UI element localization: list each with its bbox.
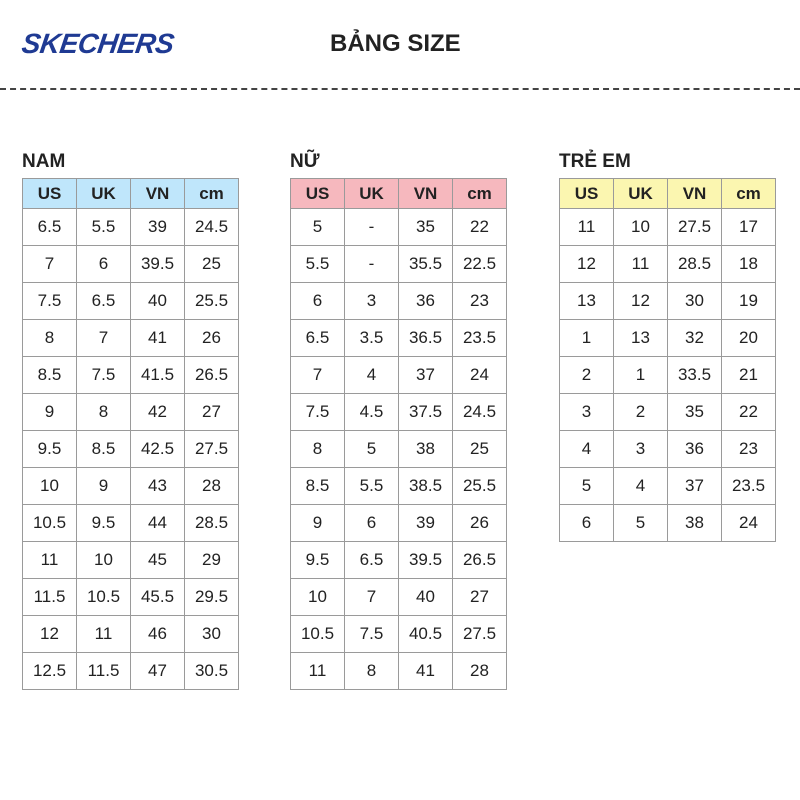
size-cell-uk: 9 [77, 468, 131, 505]
table-row [560, 246, 776, 283]
size-cell-us: 6.5 [23, 209, 77, 246]
size-cell-uk: 6.5 [345, 542, 399, 579]
size-cell-cm: 29 [185, 542, 239, 579]
size-cell-cm: 21 [722, 357, 776, 394]
table-header-row [291, 179, 507, 209]
size-cell-uk: - [345, 246, 399, 283]
size-cell-uk: 3 [345, 283, 399, 320]
size-cell-uk: 7 [345, 579, 399, 616]
size-cell-vn: 36 [668, 431, 722, 468]
size-cell-vn: 35.5 [399, 246, 453, 283]
size-cell-cm: 20 [722, 320, 776, 357]
size-cell-cm: 28 [185, 468, 239, 505]
column-header-vn: VN [668, 179, 722, 209]
size-cell-vn: 28.5 [668, 246, 722, 283]
size-cell-us: 8 [291, 431, 345, 468]
size-cell-vn: 38.5 [399, 468, 453, 505]
size-cell-vn: 38 [668, 505, 722, 542]
table-row [23, 320, 239, 357]
size-cell-cm: 24 [722, 505, 776, 542]
size-cell-cm: 22 [453, 209, 507, 246]
size-cell-uk: 6 [77, 246, 131, 283]
size-cell-uk: 10 [77, 542, 131, 579]
size-cell-cm: 26.5 [453, 542, 507, 579]
size-cell-cm: 25.5 [453, 468, 507, 505]
size-cell-us: 5 [560, 468, 614, 505]
table-row [291, 505, 507, 542]
table-row [560, 357, 776, 394]
size-cell-uk: 4.5 [345, 394, 399, 431]
size-cell-vn: 39.5 [399, 542, 453, 579]
size-cell-cm: 24 [453, 357, 507, 394]
kids-section-title: TRẺ EM [559, 151, 631, 172]
size-cell-uk: 7.5 [77, 357, 131, 394]
size-cell-us: 7.5 [291, 394, 345, 431]
size-cell-vn: 39.5 [131, 246, 185, 283]
column-header-uk: UK [614, 179, 668, 209]
table-row [23, 542, 239, 579]
size-cell-vn: 39 [399, 505, 453, 542]
table-row [23, 616, 239, 653]
size-cell-uk: 13 [614, 320, 668, 357]
size-cell-us: 12 [560, 246, 614, 283]
size-cell-vn: 40.5 [399, 616, 453, 653]
size-cell-us: 7 [23, 246, 77, 283]
table-row [23, 468, 239, 505]
size-cell-uk: 5.5 [345, 468, 399, 505]
table-row [560, 431, 776, 468]
size-cell-vn: 39 [131, 209, 185, 246]
table-row [291, 579, 507, 616]
size-cell-vn: 42.5 [131, 431, 185, 468]
size-cell-us: 10 [23, 468, 77, 505]
size-cell-us: 9 [23, 394, 77, 431]
size-cell-uk: 5 [614, 505, 668, 542]
size-cell-vn: 47 [131, 653, 185, 690]
size-cell-vn: 37 [668, 468, 722, 505]
size-cell-us: 12 [23, 616, 77, 653]
size-cell-uk: 3.5 [345, 320, 399, 357]
size-cell-uk: 4 [614, 468, 668, 505]
men-size-table [22, 178, 239, 690]
size-cell-cm: 29.5 [185, 579, 239, 616]
size-cell-us: 9.5 [291, 542, 345, 579]
column-header-us: US [291, 179, 345, 209]
size-cell-cm: 25 [453, 431, 507, 468]
size-cell-vn: 45 [131, 542, 185, 579]
size-cell-uk: 1 [614, 357, 668, 394]
size-cell-vn: 38 [399, 431, 453, 468]
column-header-vn: VN [399, 179, 453, 209]
table-row [560, 320, 776, 357]
size-cell-cm: 23.5 [722, 468, 776, 505]
size-cell-us: 8.5 [23, 357, 77, 394]
table-row [291, 209, 507, 246]
size-cell-us: 3 [560, 394, 614, 431]
men-section-title: NAM [22, 151, 66, 172]
table-row [560, 283, 776, 320]
table-row [560, 394, 776, 431]
column-header-vn: VN [131, 179, 185, 209]
size-cell-cm: 24.5 [185, 209, 239, 246]
size-cell-uk: 7 [77, 320, 131, 357]
page-title: BẢNG SIZE [330, 30, 461, 57]
size-cell-vn: 33.5 [668, 357, 722, 394]
size-cell-vn: 37 [399, 357, 453, 394]
size-cell-us: 10.5 [23, 505, 77, 542]
size-cell-us: 5 [291, 209, 345, 246]
size-cell-cm: 19 [722, 283, 776, 320]
size-cell-us: 11 [23, 542, 77, 579]
size-cell-us: 4 [560, 431, 614, 468]
women-size-table [290, 178, 507, 690]
dashed-divider [0, 88, 800, 90]
women-section-title: NỮ [290, 151, 320, 172]
size-cell-us: 5.5 [291, 246, 345, 283]
column-header-uk: UK [345, 179, 399, 209]
table-row [23, 209, 239, 246]
table-header-row [560, 179, 776, 209]
size-cell-uk: 8 [345, 653, 399, 690]
table-row [560, 468, 776, 505]
size-cell-cm: 28.5 [185, 505, 239, 542]
size-cell-cm: 25.5 [185, 283, 239, 320]
size-cell-us: 6.5 [291, 320, 345, 357]
size-cell-vn: 35 [399, 209, 453, 246]
size-cell-vn: 44 [131, 505, 185, 542]
column-header-cm: cm [185, 179, 239, 209]
size-cell-us: 9 [291, 505, 345, 542]
size-cell-uk: 8.5 [77, 431, 131, 468]
table-row [291, 246, 507, 283]
size-cell-vn: 41 [399, 653, 453, 690]
size-cell-cm: 26 [185, 320, 239, 357]
size-cell-vn: 40 [131, 283, 185, 320]
size-cell-uk: 3 [614, 431, 668, 468]
size-cell-us: 2 [560, 357, 614, 394]
size-cell-cm: 25 [185, 246, 239, 283]
size-cell-vn: 37.5 [399, 394, 453, 431]
size-cell-uk: 2 [614, 394, 668, 431]
size-cell-cm: 26 [453, 505, 507, 542]
women-size-section [290, 152, 507, 690]
size-cell-cm: 28 [453, 653, 507, 690]
size-cell-vn: 40 [399, 579, 453, 616]
size-cell-uk: 6.5 [77, 283, 131, 320]
table-row [291, 468, 507, 505]
table-row [23, 579, 239, 616]
size-cell-us: 11 [291, 653, 345, 690]
size-cell-uk: 4 [345, 357, 399, 394]
size-cell-uk: 11 [614, 246, 668, 283]
size-cell-vn: 41.5 [131, 357, 185, 394]
size-cell-uk: 8 [77, 394, 131, 431]
size-cell-cm: 30.5 [185, 653, 239, 690]
table-row [23, 431, 239, 468]
table-row [23, 246, 239, 283]
column-header-uk: UK [77, 179, 131, 209]
size-cell-cm: 27.5 [453, 616, 507, 653]
size-cell-uk: 6 [345, 505, 399, 542]
table-row [291, 394, 507, 431]
size-cell-uk: 12 [614, 283, 668, 320]
table-row [291, 357, 507, 394]
size-cell-uk: 5 [345, 431, 399, 468]
size-cell-vn: 45.5 [131, 579, 185, 616]
size-cell-uk: 7.5 [345, 616, 399, 653]
table-row [23, 394, 239, 431]
size-cell-vn: 43 [131, 468, 185, 505]
size-cell-us: 13 [560, 283, 614, 320]
table-row [291, 653, 507, 690]
size-cell-uk: 5.5 [77, 209, 131, 246]
size-cell-vn: 42 [131, 394, 185, 431]
size-cell-cm: 27 [185, 394, 239, 431]
skechers-logo: SKECHERS [19, 28, 176, 59]
size-cell-cm: 22.5 [453, 246, 507, 283]
table-row [291, 431, 507, 468]
size-cell-uk: 10 [614, 209, 668, 246]
size-cell-uk: 11 [77, 616, 131, 653]
column-header-us: US [23, 179, 77, 209]
table-row [560, 505, 776, 542]
size-cell-us: 11 [560, 209, 614, 246]
size-cell-us: 7 [291, 357, 345, 394]
size-cell-cm: 23.5 [453, 320, 507, 357]
kids-size-table [559, 178, 776, 542]
column-header-us: US [560, 179, 614, 209]
size-cell-cm: 27.5 [185, 431, 239, 468]
size-cell-vn: 36 [399, 283, 453, 320]
size-cell-vn: 36.5 [399, 320, 453, 357]
size-cell-cm: 26.5 [185, 357, 239, 394]
size-cell-cm: 17 [722, 209, 776, 246]
size-cell-us: 8 [23, 320, 77, 357]
size-cell-uk: 11.5 [77, 653, 131, 690]
size-cell-cm: 23 [722, 431, 776, 468]
size-cell-uk: - [345, 209, 399, 246]
size-cell-us: 1 [560, 320, 614, 357]
size-cell-us: 8.5 [291, 468, 345, 505]
size-cell-us: 6 [560, 505, 614, 542]
table-header-row [23, 179, 239, 209]
size-cell-vn: 30 [668, 283, 722, 320]
size-cell-vn: 35 [668, 394, 722, 431]
table-row [291, 542, 507, 579]
size-cell-vn: 46 [131, 616, 185, 653]
size-cell-us: 10.5 [291, 616, 345, 653]
table-row [291, 283, 507, 320]
size-cell-cm: 27 [453, 579, 507, 616]
men-size-section [22, 152, 239, 690]
table-row [23, 505, 239, 542]
size-cell-vn: 32 [668, 320, 722, 357]
size-cell-cm: 23 [453, 283, 507, 320]
size-cell-us: 10 [291, 579, 345, 616]
size-cell-vn: 41 [131, 320, 185, 357]
size-cell-us: 9.5 [23, 431, 77, 468]
size-cell-us: 7.5 [23, 283, 77, 320]
size-cell-cm: 18 [722, 246, 776, 283]
size-cell-cm: 24.5 [453, 394, 507, 431]
size-cell-uk: 9.5 [77, 505, 131, 542]
table-row [23, 283, 239, 320]
column-header-cm: cm [453, 179, 507, 209]
column-header-cm: cm [722, 179, 776, 209]
table-row [23, 357, 239, 394]
kids-size-section [559, 152, 776, 542]
size-cell-us: 11.5 [23, 579, 77, 616]
table-row [291, 320, 507, 357]
table-row [23, 653, 239, 690]
size-cell-us: 6 [291, 283, 345, 320]
size-cell-cm: 22 [722, 394, 776, 431]
table-row [291, 616, 507, 653]
size-cell-vn: 27.5 [668, 209, 722, 246]
size-cell-uk: 10.5 [77, 579, 131, 616]
size-cell-us: 12.5 [23, 653, 77, 690]
table-row [560, 209, 776, 246]
size-cell-cm: 30 [185, 616, 239, 653]
